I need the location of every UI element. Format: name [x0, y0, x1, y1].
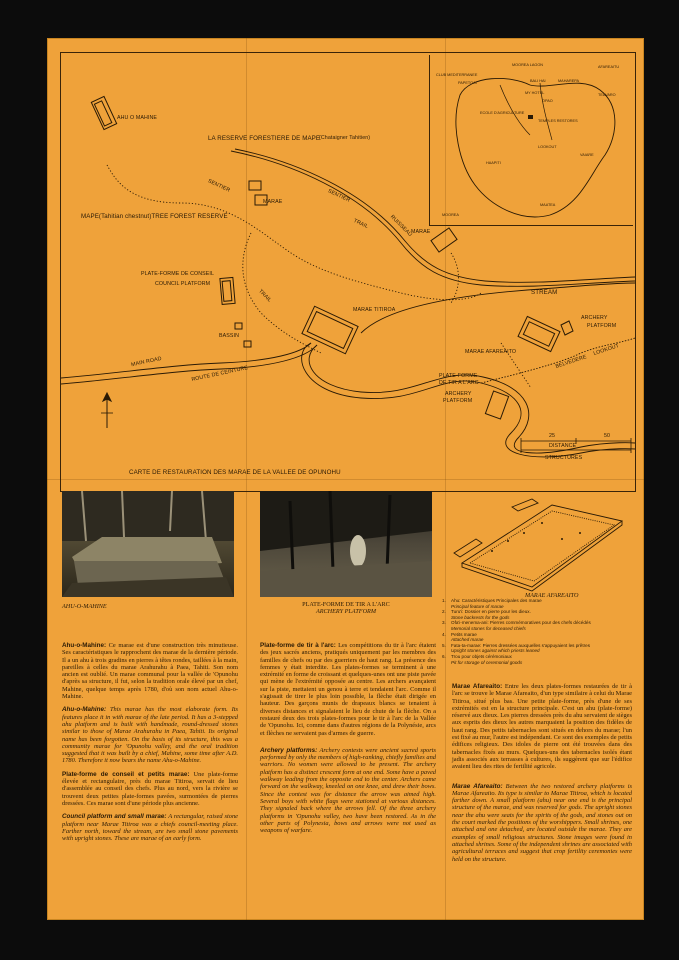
- paragraph: Marae Afareaito: Entre les deux plates-formes restaurées de tir à l'arc se trouve le Marae Afareaito, d'un type similaire à celui du Marae Titiroa, situé plus bas. Une petite plate-forme, près d'une de ses extrémités est en la structure principale. C'est un ahu (plate-forme) réservé aux dieux. Les pierres dressées près du ahu servaient de sièges aux esprits des dieux les autres marquaient la position des fidèles de haut rang. Des petits tabernacles sont situés en dehors du marae; l'un est fixé au mur, l'autre est indépendant. Ce sont des exemples de petits édifices religieux. Des idoles de pierre ont été trouvées dans des tabernacles fixés au murs. Quelques-uns des tabernacles isolés étant jadis associés aux terrasses à cultures, ils suggèrent que sur l'édifice avaient lieu des rites de fertilité agricole.: [452, 683, 633, 771]
- valley-map: [60, 52, 636, 492]
- map-label: MAPE(Tahitian chestnut)TREE FOREST RESERVE: [81, 213, 228, 220]
- paragraph: Archery platforms: Archery contests were ancient sacred sports performed by only the members of high-ranking, chiefly families and warriors. No women were allowed to be present. The archery platform has a distinct crescent form at one end. Some have a paved walkway leading from the opposite end to the center. Archers came forward on the walkway, kneeled on one knee, and drew their bows. Since the contest was for distance the arrow was aimed high. Several boys with white flags were stationed at various distances. They signaled back where the arrows fell. Of the three archery platforms in 'Opunohu valley, two have been restored. As in the other parts of Polynesia, bows and arrows were not used as weapons of warfare.: [260, 746, 437, 835]
- scale-label: STRUCTURES: [545, 455, 583, 461]
- map-label: TRAIL: [257, 288, 273, 304]
- paragraph: Plate-forme de tir à l'arc: Les compétitions du tir à l'arc étaient des jeux sacrés anciens, pratiqués uniquement par les membres des familles de chefs ou par des guerriers de haut rang. La présence des femmes y était interdite. Les plates-formes se terminent à une extrémité en forme de croissant et quelques-unes ont une piste pavée qui mène de l'extrémité opposée au centre. Les archers avançaient sur la piste, mettaient un genou à terre et tendaient l'arc. Comme il s'agissait de tirer le plus loin possible, la flèche était dirigée en hauteur. Des garçons munis de drapeaux blancs se tenaient à diverses distances et signalaient le lieu de chute de la flèche. On a restauré deux des trois plates-formes pour le tir à l'arc de la Vallée de 'Opunohu. Ici, comme dans d'autres régions de la Polynésie, arcs et flèches ne servaient pas d'armes de guerre.: [260, 642, 436, 737]
- map-label: LA RESERVE FORESTIERE DE MAPE: [208, 135, 321, 142]
- inset-map-moorea: [429, 55, 633, 226]
- text-column-3: [452, 683, 632, 869]
- map-label: MARAE: [263, 199, 283, 205]
- inset-label: MAATEA: [540, 203, 556, 207]
- inset-label: CLUB MEDITERRANEE: [436, 73, 478, 77]
- map-label: MARAE: [411, 229, 431, 235]
- inset-label: PAPETOAI: [458, 81, 477, 85]
- map-label: COUNCIL PLATFORM: [155, 281, 211, 287]
- map-label: LOOKOUT: [592, 343, 620, 357]
- photo-archery-platform: [260, 491, 432, 597]
- map-label: MARAE TITIROA: [353, 307, 396, 313]
- map-label: MAIN ROAD: [130, 355, 163, 369]
- text-column-1: [62, 642, 238, 848]
- map-label: TRAIL: [352, 218, 370, 230]
- map-label: SENTIER: [206, 178, 231, 194]
- marae-afareaito-diagram: [452, 493, 630, 593]
- map-label: PLATFORM: [587, 323, 617, 329]
- map-label: ARCHERY: [445, 391, 472, 397]
- photo-caption: MARAE AFAREAITO: [525, 592, 579, 599]
- paragraph: Ahu-o-Mahine: This marae has the most elaborate form. Its features place it in with marae of the late period. It has a 3-stepped ahu platform and is built with handmade, round-dressed stones similar to those of Marae Arahurahu in Paea, Tahiti. Its original name has been forgotten. On the basis of its structure, this was a community marae for 'Opunohu valley, and the oral tradition suggested that it was built by a chief, Mahine, some time after A.D. 1780. Therefore it now bears the name Ahu-o-Mahine.: [62, 706, 238, 765]
- map-label: RUISSEAU: [388, 214, 413, 238]
- inset-label: TEAVARO: [598, 93, 616, 97]
- map-label: PLATFORM: [443, 398, 473, 404]
- paragraph: Plate-forme de conseil et petits marae: Une plate-forme élevée et rectangulaire, près du marae Titiroa, servait de lieu d'assemblée au conseil des chefs. Plus au nord, vers la rivière se trouvent deux petites plate-formes pavées, surmontées de pierres dressées. Ces marae sont d'une période plus ancienne.: [62, 770, 238, 807]
- inset-label: MOOREA: [442, 213, 459, 217]
- map-label: MARAE AFAREAITO: [465, 349, 517, 355]
- text-column-2: [260, 642, 436, 840]
- scale-label: 50: [604, 433, 611, 439]
- map-label: ROUTE DE CEINTURE: [191, 365, 249, 383]
- map-label: DE TIR A L'ARC: [439, 380, 479, 386]
- inset-label: BALI HAI: [530, 79, 546, 83]
- paragraph: Marae Afareaito: Between the two restored archery platforms is Marae Afareaito. Its type is similar to Marae Titiroa, which is located farther down. A small platform (ahu) near one end is the principal structure of the marae, and was reserved for gods. The upright stones near the ahu were seats for the spirits of the gods, and stones out on the court marked the positions of the worshippers. Small shrines, one attached and one detached, are located outside the marae. They are examples of small religious structures. Stone images were found in attached shrines. Some of the independent shrines are associated with agricultural terraces and suggest that crop fertility ceremonies were held on the structure.: [452, 782, 633, 863]
- inset-label: OPAO: [542, 99, 553, 103]
- inset-label: MY HOTEL: [525, 91, 545, 95]
- map-label: BASSIN: [219, 333, 240, 339]
- inset-label: HAAPITI: [486, 161, 501, 165]
- photo-caption: PLATE-FORME DE TIR A L'ARC ARCHERY PLATFORM: [302, 601, 390, 615]
- map-label: ARCHERY: [581, 315, 608, 321]
- paragraph: Ahu-o-Mahine: Ce marae est d'une construction très minutieuse. Ses caractéristiques le rapprochent des marae de la dernière période. Il a un ahu à trois gradins en pierres à têtes rondes, taillées à la main, pareilles à celles du marae Arahurahu à Paea, Tahiti. Son nom ancien est oublié. Un marae communal pour la vallée de 'Opunohu d'après sa structure, il fut, selon la tradition orale élevé par un chef, Mahine, quelque temps après 1780, d'où son nom actuel Ahu-o-Mahine.: [62, 642, 238, 701]
- photo-caption: AHU-O-MAHINE: [62, 603, 107, 610]
- map-label: PLATE-FORME DE CONSEIL: [141, 271, 215, 277]
- map-label: BELVEDERE: [554, 354, 588, 370]
- map-label: STREAM: [531, 289, 558, 296]
- map-title: CARTE DE RESTAURATION DES MARAE DE LA VALLEE DE OPUNOHU: [129, 469, 341, 476]
- inset-label: MAHAREPA: [558, 79, 580, 83]
- scale-label: DISTANCE: [549, 443, 577, 449]
- scale-label: 25: [549, 433, 556, 439]
- paragraph: Council platform and small marae: A rectangular, raised stone platform near Marae Titiroa was a chiefs council-meeting place. Farther north, toward the stream, are two small stone pavements with upright stones. These are marae of an early form.: [62, 813, 239, 843]
- inset-label: ECOLE D'AGRICULTURE: [480, 111, 525, 115]
- map-label: PLATE-FORME: [439, 373, 478, 379]
- map-label: SENTIER: [326, 188, 351, 204]
- map-label: (Chataigner Tahitien): [319, 135, 371, 141]
- brochure-sheet: [47, 38, 644, 920]
- inset-label: TEMPLES RESTORES: [538, 119, 578, 123]
- inset-label: AFAREAITU: [598, 65, 620, 69]
- marae-legend: 1. Ahu: Caractéristiques Principales des marae Principal feature of marae 2. Turu'i: Dossier en pierre pour les dieux. Stone backrests for the gods 3. Ofa'i-menema-ani: Pierres commémoratives pour des chefs décédés Memorial stones for deceased chiefs 4. Petits marae Attached marae 5. Fata-ta-marae: Pierres dressées auxquelles s'appuyaient les prêtres Upright stones against which priests leaned 6. Trou pour objets cérémoniaux Pit for storage of ceremonial goods: [442, 598, 591, 665]
- inset-label: MOOREA LAGON: [512, 63, 544, 67]
- inset-label: LOOKOUT: [538, 145, 557, 149]
- inset-label: VAIARE: [580, 153, 594, 157]
- photo-ahu-o-mahine: [62, 491, 234, 597]
- map-label: AHU O MAHINE: [117, 115, 158, 121]
